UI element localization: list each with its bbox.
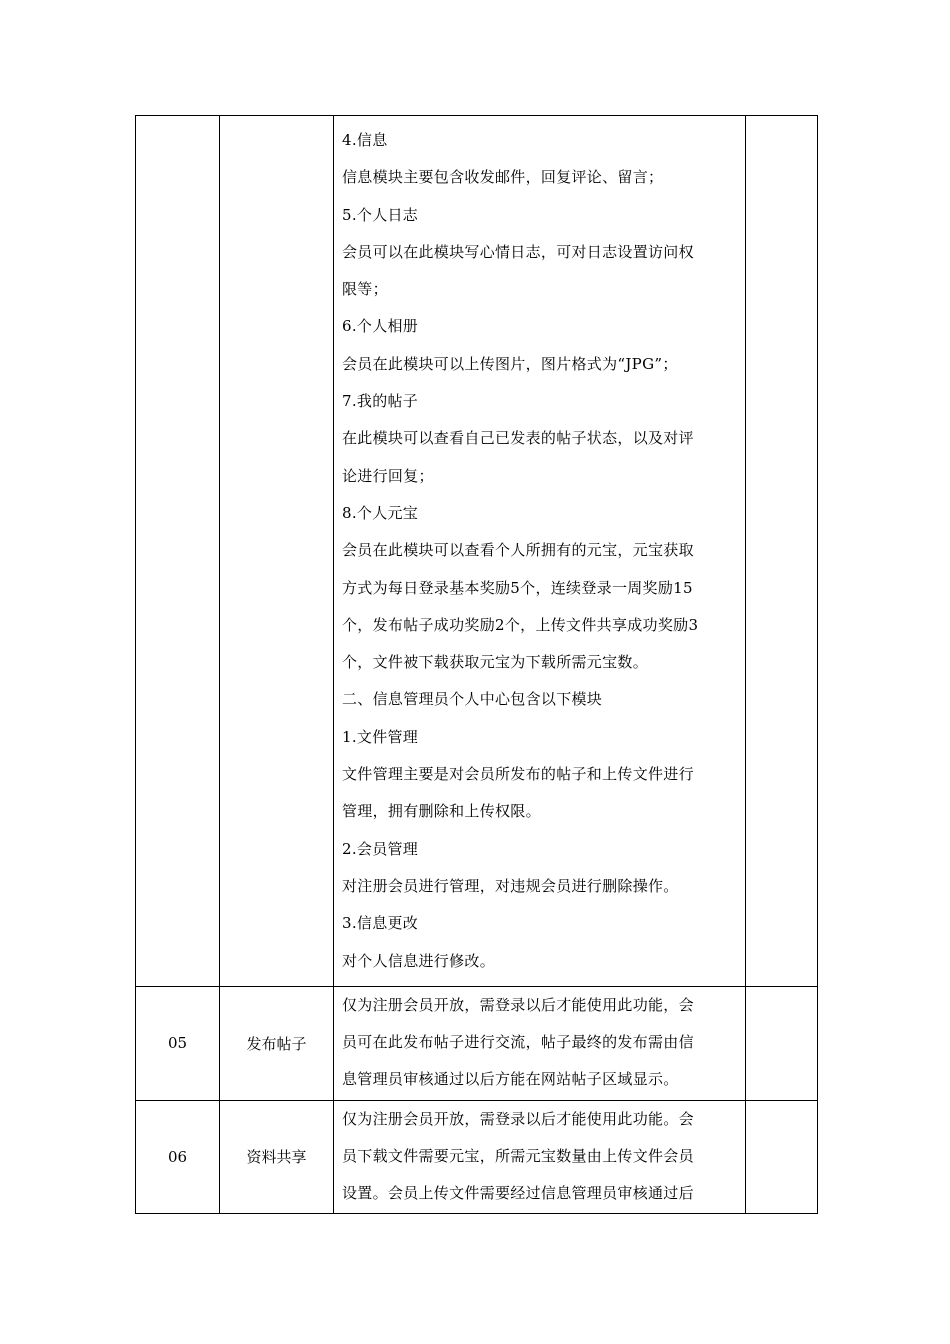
- description-cell: [334, 116, 746, 987]
- description-line: 个，发布帖子成功奖励2个，上传文件共享成功奖励3: [342, 615, 699, 634]
- remarks-cell: [746, 1100, 818, 1213]
- description-line: 1.文件管理: [342, 727, 419, 746]
- description-line: 论进行回复；: [342, 466, 434, 485]
- description-line: 个，文件被下载获取元宝为下载所需元宝数。: [342, 653, 649, 672]
- table-row-continued: [136, 116, 818, 987]
- feature-name-cell: [220, 116, 334, 987]
- description-line: 员可在此发布帖子进行交流，帖子最终的发布需由信: [342, 1033, 694, 1052]
- description-line: 在此模块可以查看自己已发表的帖子状态，以及对评: [342, 429, 694, 448]
- feature-name-cell: 发布帖子: [220, 986, 334, 1100]
- number-cell: [136, 116, 220, 987]
- description-line: 会员可以在此模块写心情日志，可对日志设置访问权: [342, 242, 694, 261]
- number-cell: 06: [136, 1100, 220, 1213]
- description-cell: [334, 986, 746, 1100]
- description-line: 设置。会员上传文件需要经过信息管理员审核通过后: [342, 1184, 694, 1203]
- description-line: 信息模块主要包含收发邮件，回复评论、留言；: [342, 168, 664, 187]
- description-cell: [334, 1100, 746, 1213]
- description-line: 4.信息: [342, 131, 388, 149]
- description-line: 方式为每日登录基本奖励5个，连续登录一周奖励15: [342, 578, 693, 597]
- description-line: 文件管理主要是对会员所发布的帖子和上传文件进行: [342, 765, 694, 784]
- remarks-cell: [746, 986, 818, 1100]
- remarks-cell: [746, 116, 818, 987]
- table-row-05: [136, 986, 818, 1100]
- description-line: 对注册会员进行管理，对违规会员进行删除操作。: [342, 876, 679, 895]
- description-line: 仅为注册会员开放，需登录以后才能使用此功能。会: [342, 1109, 694, 1128]
- description-line: 对个人信息进行修改。: [342, 951, 496, 970]
- description-line: 5.个人日志: [342, 205, 419, 224]
- description-line: 8.个人元宝: [342, 503, 419, 522]
- description-line: 仅为注册会员开放，需登录以后才能使用此功能，会: [342, 995, 694, 1014]
- description-line: 息管理员审核通过以后方能在网站帖子区域显示。: [342, 1070, 679, 1089]
- description-line: 7.我的帖子: [342, 392, 419, 411]
- description-line: 6.个人相册: [342, 317, 419, 336]
- description-line: 员下载文件需要元宝，所需元宝数量由上传文件会员: [342, 1147, 694, 1166]
- description-line: 会员在此模块可以上传图片，图片格式为“JPG”；: [342, 354, 678, 373]
- description-line: 2.会员管理: [342, 839, 419, 858]
- feature-name-cell: 资料共享: [220, 1100, 334, 1213]
- table-row-06: [136, 1100, 818, 1213]
- description-line: 二、信息管理员个人中心包含以下模块: [342, 690, 603, 709]
- number-cell: 05: [136, 986, 220, 1100]
- description-line: 会员在此模块可以查看个人所拥有的元宝，元宝获取: [342, 541, 694, 560]
- description-line: 3.信息更改: [342, 914, 419, 933]
- feature-table: [135, 115, 818, 1214]
- description-line: 限等；: [342, 280, 388, 299]
- description-line: 管理，拥有删除和上传权限。: [342, 802, 541, 821]
